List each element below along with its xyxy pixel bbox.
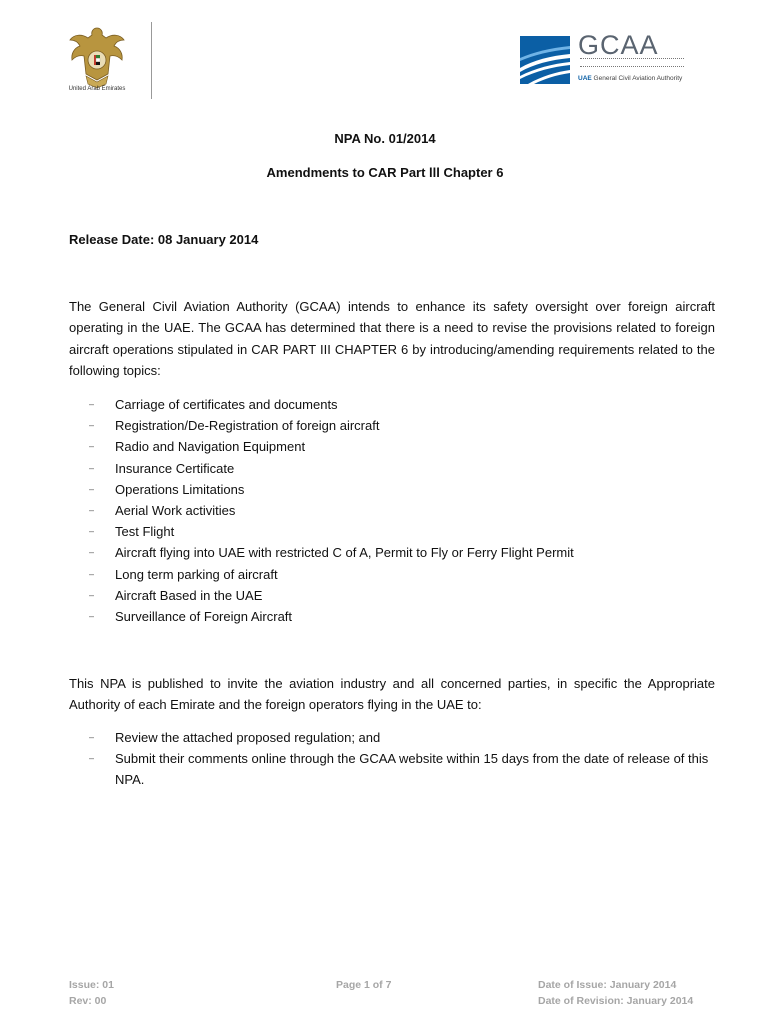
intro-paragraph: The General Civil Aviation Authority (GCAA) intends to enhance its safety oversight over foreign aircraft operating in the UAE. The GCAA has determined that there is a need to revise the provisions related to foreign aircraft operations stipulated in CAR PART III CHAPTER 6 by introducing/amending requirements related to the following topics:: [69, 299, 715, 378]
dash-bullet-icon: –: [89, 483, 95, 494]
list-item: – Surveillance of Foreign Aircraft: [69, 606, 574, 627]
dash-bullet-icon: –: [89, 547, 95, 558]
list-item: – Radio and Navigation Equipment: [69, 436, 574, 457]
list-item: – Aircraft Based in the UAE: [69, 585, 574, 606]
list-item: – Aerial Work activities: [69, 500, 574, 521]
list-item: – Test Flight: [69, 521, 574, 542]
gcaa-logo-mark-icon: [520, 34, 572, 86]
arabic-logo-text-line: [580, 58, 684, 63]
dash-bullet-icon: –: [89, 568, 95, 579]
header-divider: [151, 22, 152, 99]
list-item: – Aircraft flying into UAE with restricted C of A, Permit to Fly or Ferry Flight Permit: [69, 542, 574, 563]
list-item: – Submit their comments online through the GCAA website within 15 days from the date of release of this NPA.: [69, 748, 715, 790]
list-item: – Review the attached proposed regulation; and: [69, 727, 715, 748]
dash-bullet-icon: –: [89, 441, 95, 452]
list-item: – Long term parking of aircraft: [69, 564, 574, 585]
topics-list: [69, 394, 574, 627]
dash-bullet-icon: –: [89, 462, 95, 473]
gcaa-logo: [520, 30, 690, 90]
dash-bullet-icon: –: [89, 611, 95, 622]
list-item: – Operations Limitations: [69, 479, 574, 500]
dash-bullet-icon: –: [89, 399, 95, 409]
gcaa-subtitle-prefix: UAE: [578, 75, 592, 82]
dash-bullet-icon: –: [89, 420, 95, 431]
list-item: – Insurance Certificate: [69, 458, 574, 479]
dash-bullet-icon: –: [89, 505, 95, 516]
emblem-caption: United Arab Emirates: [68, 86, 126, 92]
footer-date-of-revision: Date of Revision: January 2014: [538, 995, 694, 1007]
dash-bullet-icon: –: [89, 589, 95, 600]
footer-issue-info: [69, 977, 114, 1009]
npa-number: NPA No. 01/2014: [334, 131, 436, 146]
actions-list: [69, 727, 715, 791]
invite-paragraph: This NPA is published to invite the aviation industry and all concerned parties, in specific the Appropriate Authority of each Emirate and the foreign operators flying in the UAE to:: [69, 676, 715, 713]
footer-rev: Rev: 00: [69, 995, 107, 1007]
dash-bullet-icon: –: [89, 732, 95, 742]
dash-bullet-icon: –: [89, 753, 95, 764]
gcaa-subtitle: [578, 75, 682, 82]
gcaa-wordmark: GCAA: [578, 30, 659, 60]
footer-issue: Issue: 01: [69, 979, 114, 991]
list-item: – Carriage of certificates and documents: [69, 394, 574, 415]
page-header: [0, 0, 770, 110]
dash-bullet-icon: –: [89, 526, 95, 537]
gcaa-subtitle-text: General Civil Aviation Authority: [593, 75, 683, 82]
footer-date-of-issue: Date of Issue: January 2014: [538, 979, 677, 991]
arabic-logo-text-line: [580, 66, 684, 71]
footer-dates: [538, 977, 693, 1009]
release-date: Release Date: 08 January 2014: [69, 232, 259, 247]
npa-subject: Amendments to CAR Part lll Chapter 6: [266, 165, 504, 180]
list-item: – Registration/De-Registration of foreign aircraft: [69, 415, 574, 436]
footer-page-number: Page 1 of 7: [336, 979, 392, 991]
